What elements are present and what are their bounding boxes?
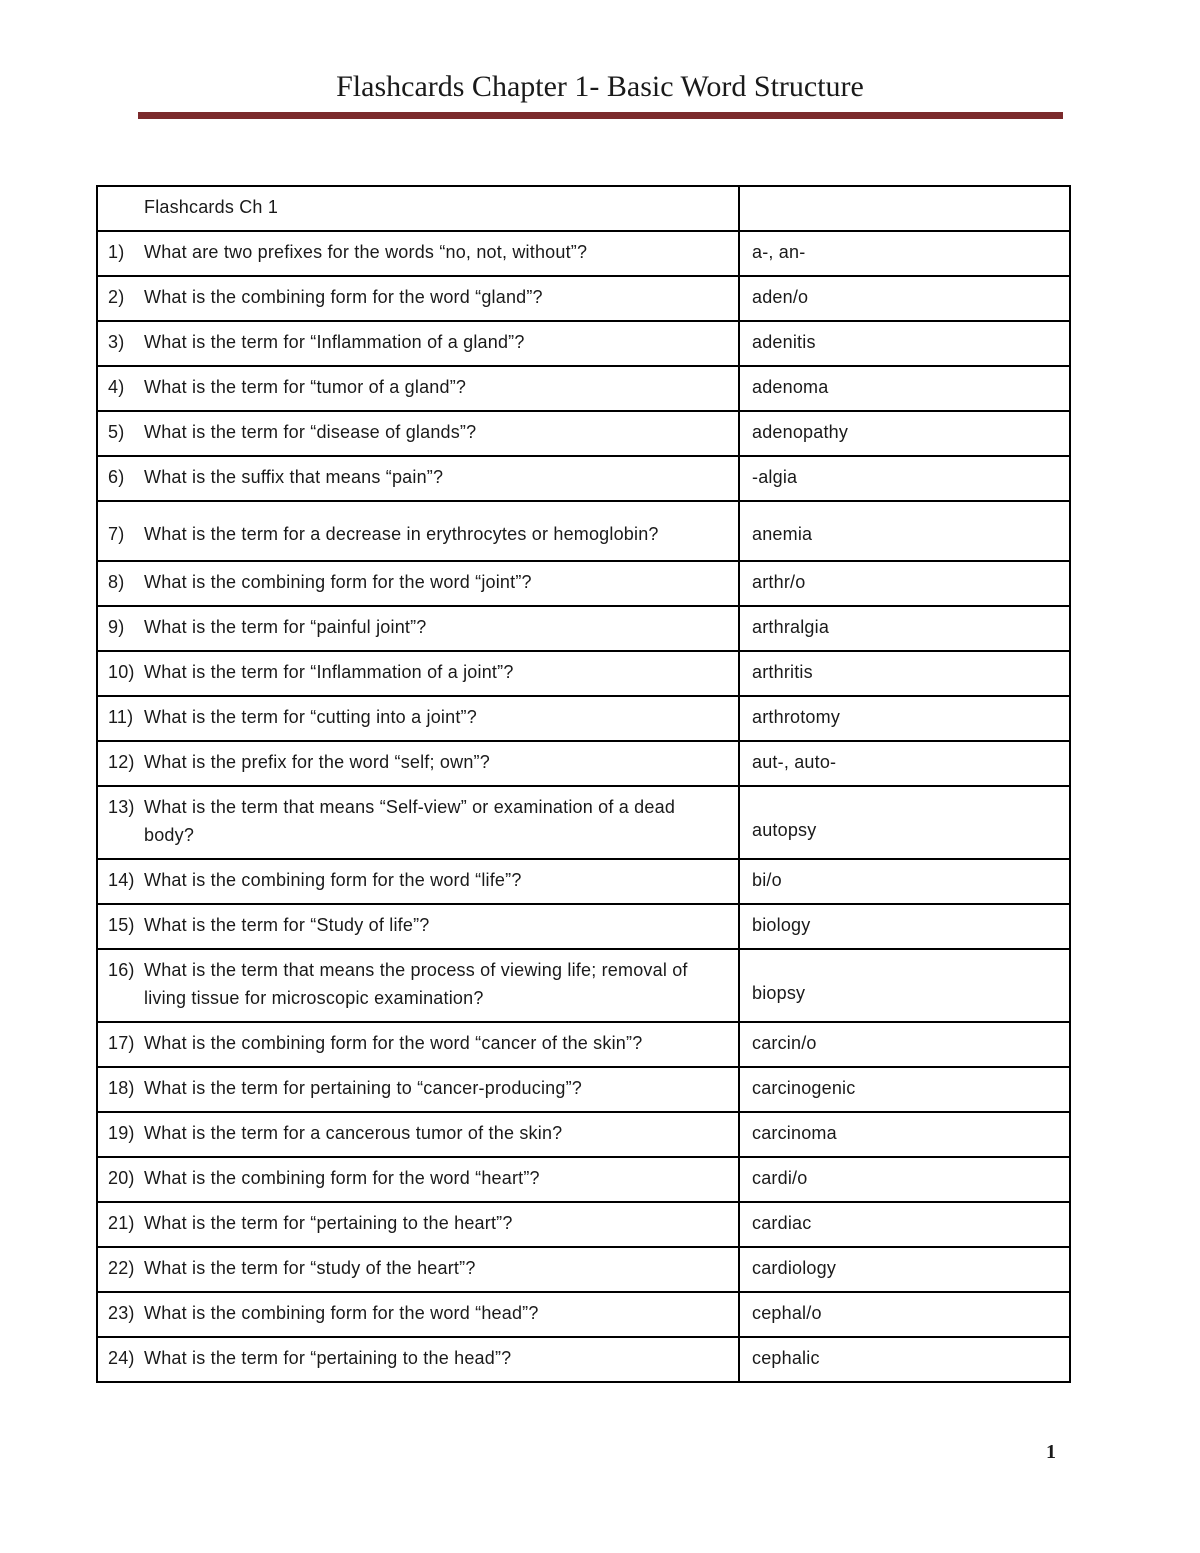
table-row [97, 366, 1070, 411]
question-cell [97, 1337, 739, 1382]
question-number: 2) [108, 287, 125, 307]
question-cell [97, 949, 739, 1022]
question-cell [97, 1157, 739, 1202]
table-row [97, 1157, 1070, 1202]
question-number: 7) [108, 524, 125, 544]
question-text: What is the suffix that means “pain”? [144, 467, 444, 487]
question-text: What is the term for “Inflammation of a joint”? [144, 662, 514, 682]
answer-cell: carcinoma [739, 1112, 1070, 1157]
question-cell [97, 606, 739, 651]
question-text: What is the combining form for the word “head”? [144, 1303, 539, 1323]
table-header-row [97, 186, 1070, 231]
question-number: 18) [108, 1078, 135, 1098]
question-cell [97, 696, 739, 741]
answer-cell: arthritis [739, 651, 1070, 696]
question-cell [97, 1202, 739, 1247]
answer-cell: -algia [739, 456, 1070, 501]
table-row [97, 411, 1070, 456]
question-number: 5) [108, 422, 125, 442]
question-text: What is the combining form for the word “heart”? [144, 1168, 540, 1188]
answer-cell: aut-, auto- [739, 741, 1070, 786]
question-number: 1) [108, 242, 125, 262]
question-text: What is the term that means “Self-view” or examination of a dead body? [144, 797, 676, 845]
question-cell [97, 561, 739, 606]
question-text: What is the combining form for the word “cancer of the skin”? [144, 1033, 643, 1053]
table-row [97, 696, 1070, 741]
question-number: 20) [108, 1168, 135, 1188]
question-cell [97, 366, 739, 411]
answer-cell: bi/o [739, 859, 1070, 904]
question-cell [97, 321, 739, 366]
question-text: What is the prefix for the word “self; own”? [144, 752, 490, 772]
question-number: 9) [108, 617, 125, 637]
question-number: 10) [108, 662, 135, 682]
question-cell [97, 1247, 739, 1292]
title-underline [138, 112, 1063, 119]
table-row [97, 456, 1070, 501]
table-row [97, 561, 1070, 606]
question-cell [97, 231, 739, 276]
question-text: What is the term for “tumor of a gland”? [144, 377, 467, 397]
table-row [97, 1247, 1070, 1292]
table-row [97, 606, 1070, 651]
question-number: 13) [108, 797, 135, 817]
question-cell [97, 741, 739, 786]
header-label: Flashcards Ch 1 [144, 197, 279, 217]
table-row [97, 321, 1070, 366]
table-row [97, 786, 1070, 859]
question-text: What is the term that means the process of viewing life; removal of living tissue for microscopic examination? [144, 960, 688, 1008]
table-row [97, 651, 1070, 696]
question-text: What is the term for a cancerous tumor of the skin? [144, 1123, 563, 1143]
answer-cell: cephal/o [739, 1292, 1070, 1337]
table-row [97, 231, 1070, 276]
question-cell [97, 904, 739, 949]
table-row [97, 1337, 1070, 1382]
table-row [97, 904, 1070, 949]
table-row [97, 741, 1070, 786]
table-row [97, 1067, 1070, 1112]
answer-cell: aden/o [739, 276, 1070, 321]
table-row [97, 1112, 1070, 1157]
question-cell [97, 859, 739, 904]
question-text: What is the term for “painful joint”? [144, 617, 427, 637]
question-cell [97, 786, 739, 859]
page-title: Flashcards Chapter 1- Basic Word Structure [336, 70, 864, 103]
question-text: What is the term for “pertaining to the heart”? [144, 1213, 513, 1233]
question-text: What is the term for a decrease in erythrocytes or hemoglobin? [144, 524, 659, 544]
answer-cell: cephalic [739, 1337, 1070, 1382]
question-cell [97, 501, 739, 561]
question-cell [97, 1067, 739, 1112]
question-cell [97, 1112, 739, 1157]
table-row [97, 501, 1070, 561]
question-number: 3) [108, 332, 125, 352]
question-number: 15) [108, 915, 135, 935]
question-text: What is the term for “Inflammation of a gland”? [144, 332, 525, 352]
question-number: 17) [108, 1033, 135, 1053]
answer-cell: arthrotomy [739, 696, 1070, 741]
question-number: 22) [108, 1258, 135, 1278]
question-number: 6) [108, 467, 125, 487]
question-number: 14) [108, 870, 135, 890]
table-row [97, 1292, 1070, 1337]
question-text: What is the term for “cutting into a joint”? [144, 707, 477, 727]
answer-cell: adenoma [739, 366, 1070, 411]
answer-cell: cardiology [739, 1247, 1070, 1292]
question-cell [97, 1022, 739, 1067]
question-cell [97, 456, 739, 501]
header-label-cell [97, 186, 739, 231]
question-number: 21) [108, 1213, 135, 1233]
answer-cell: adenitis [739, 321, 1070, 366]
answer-cell: biopsy [739, 949, 1070, 1022]
answer-cell: autopsy [739, 786, 1070, 859]
question-number: 8) [108, 572, 125, 592]
page-number: 1 [1046, 1441, 1056, 1463]
question-number: 16) [108, 960, 135, 980]
answer-cell: a-, an- [739, 231, 1070, 276]
question-text: What is the term for “study of the heart”? [144, 1258, 476, 1278]
answer-cell: biology [739, 904, 1070, 949]
question-cell [97, 1292, 739, 1337]
table-row [97, 949, 1070, 1022]
question-text: What is the combining form for the word “joint”? [144, 572, 532, 592]
question-cell [97, 276, 739, 321]
question-number: 23) [108, 1303, 135, 1323]
table-row [97, 1202, 1070, 1247]
question-number: 19) [108, 1123, 135, 1143]
header-answer-cell [739, 186, 1070, 231]
answer-cell: anemia [739, 501, 1070, 561]
question-number: 12) [108, 752, 135, 772]
question-text: What is the term for “disease of glands”? [144, 422, 477, 442]
question-cell [97, 411, 739, 456]
table-row [97, 276, 1070, 321]
answer-cell: cardi/o [739, 1157, 1070, 1202]
question-text: What is the term for pertaining to “cancer-producing”? [144, 1078, 582, 1098]
answer-cell: cardiac [739, 1202, 1070, 1247]
question-text: What is the term for “pertaining to the head”? [144, 1348, 512, 1368]
table-row [97, 859, 1070, 904]
question-number: 24) [108, 1348, 135, 1368]
answer-cell: carcinogenic [739, 1067, 1070, 1112]
table-row [97, 1022, 1070, 1067]
answer-cell: carcin/o [739, 1022, 1070, 1067]
question-number: 4) [108, 377, 125, 397]
question-text: What is the combining form for the word “life”? [144, 870, 522, 890]
question-text: What are two prefixes for the words “no, not, without”? [144, 242, 588, 262]
question-number: 11) [108, 707, 134, 727]
question-cell [97, 651, 739, 696]
flashcards-table [96, 185, 1071, 1383]
question-text: What is the combining form for the word “gland”? [144, 287, 543, 307]
answer-cell: adenopathy [739, 411, 1070, 456]
answer-cell: arthr/o [739, 561, 1070, 606]
answer-cell: arthralgia [739, 606, 1070, 651]
question-text: What is the term for “Study of life”? [144, 915, 430, 935]
